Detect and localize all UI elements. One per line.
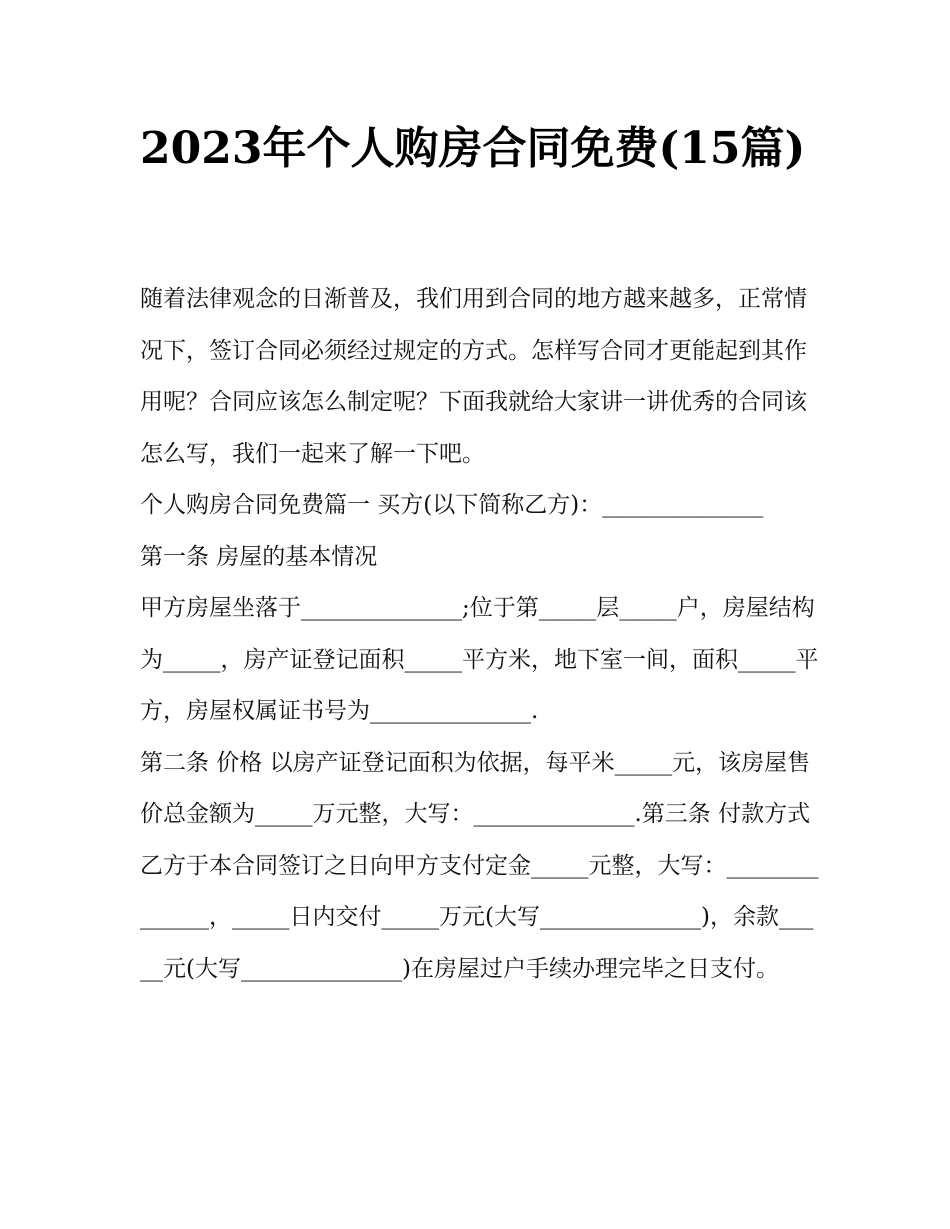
intro-paragraph: 随着法律观念的日渐普及，我们用到合同的地方越来越多，正常情况下，签订合同必须经过规定的方式。怎样写合同才更能起到其作用呢？合同应该怎么制定呢？下面我就给大家讲一讲优秀的合同该怎么写，我们一起来了解一下吧。: [140, 286, 807, 467]
article-1-body: 甲方房屋坐落于______________;位于第_____层_____户，房屋结构为_____，房产证登记面积_____平方米，地下室一间，面积_____平方，房屋权属证书号为______________.: [140, 595, 819, 724]
article-2-body: 第二条 价格 以房产证登记面积为依据，每平米_____元，该房屋售价总金额为_____万元整，大写：______________.第三条 付款方式: [140, 749, 811, 827]
buyer-line: 个人购房合同免费篇一 买方(以下简称乙方)：______________: [140, 492, 764, 518]
article-1-heading: 第一条 房屋的基本情况: [140, 543, 378, 570]
document-title: 2023年个人购房合同免费(15篇): [140, 123, 806, 174]
document-body: [140, 274, 820, 995]
article-3-body: 乙方于本合同签订之日向甲方支付定金_____元整，大写：______________，_____日内交付_____万元(大写______________)，余款_____元(大写______________)在房屋过户手续办理完毕之日支付。: [140, 852, 819, 982]
